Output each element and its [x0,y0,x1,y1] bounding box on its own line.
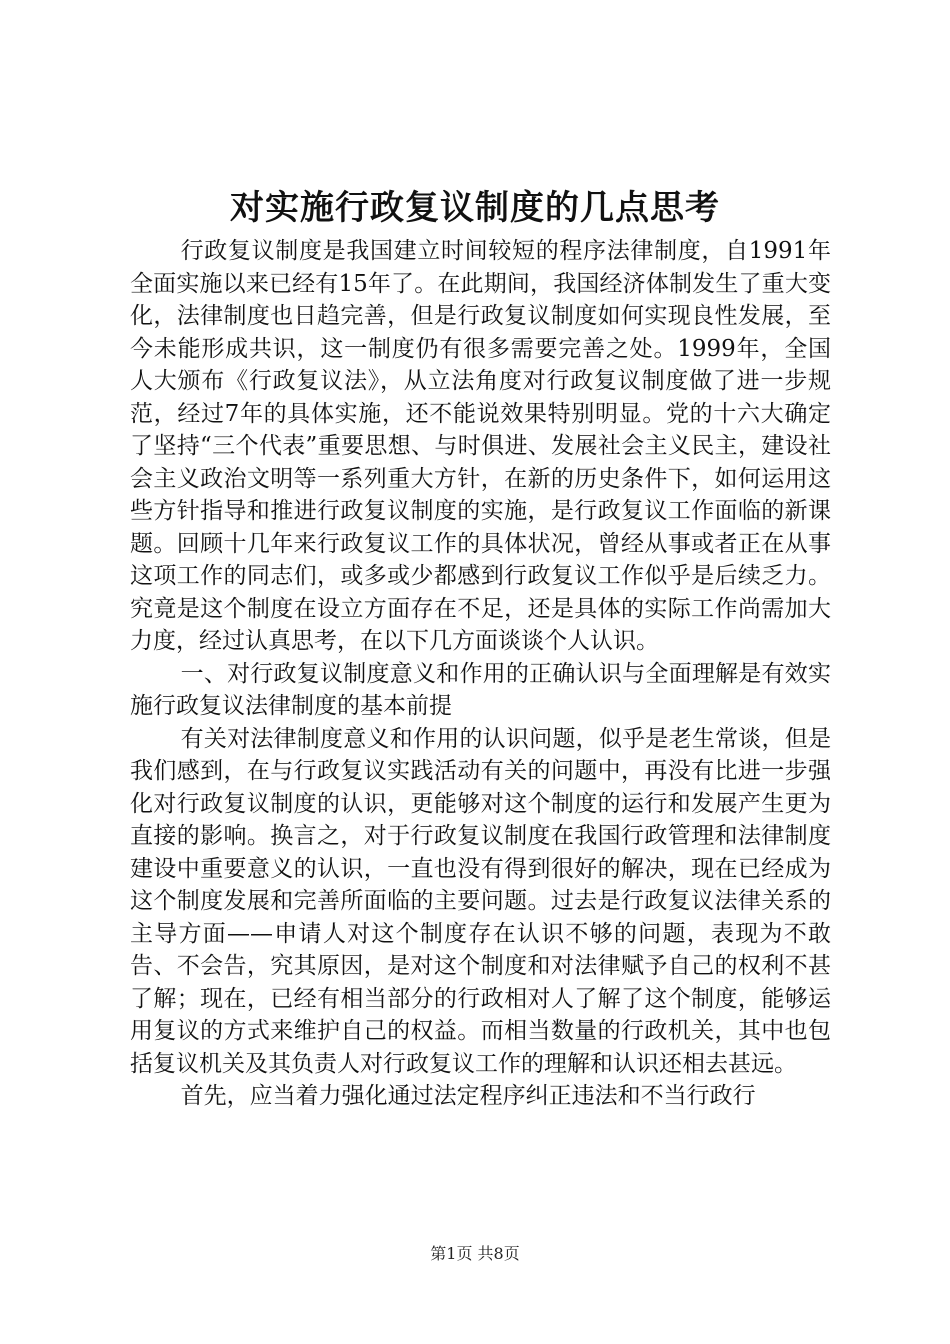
paragraph-section-1: 有关对法律制度意义和作用的认识问题，似乎是老生常谈，但是我们感到，在与行政复议实践活动有关的问题中，再没有比进一步强化对行政复议制度的认识，更能够对这个制度的运行和发展产生更为直接的影响。换言之，对于行政复议制度在我国行政管理和法律制度建设中重要意义的认识，一直也没有得到很好的解决，现在已经成为这个制度发展和完善所面临的主要问题。过去是行政复议法律关系的主导方面——申请人对这个制度存在认识不够的问题，表现为不敢告、不会告，究其原因，是对这个制度和对法律赋予自己的权利不甚了解；现在，已经有相当部分的行政相对人了解了这个制度，能够运用复议的方式来维护自己的权益。而相当数量的行政机关，其中也包括复议机关及其负责人对行政复议工作的理解和认识还相去甚远。 [130,725,831,1077]
section-heading-1: 一、对行政复议制度意义和作用的正确认识与全面理解是有效实施行政复议法律制度的基本前提 [130,660,831,719]
paragraph-intro: 行政复议制度是我国建立时间较短的程序法律制度，自1991年全面实施以来已经有15年了。在此期间，我国经济体制发生了重大变化，法律制度也日趋完善，但是行政复议制度如何实现良性发展，至今未能形成共识，这一制度仍有很多需要完善之处。1999年，全国人大颁布《行政复议法》，从立法角度对行政复议制度做了进一步规范，经过7年的具体实施，还不能说效果特别明显。党的十六大确定了坚持“三个代表”重要思想、与时俱进、发展社会主义民主，建设社会主义政治文明等一系列重大方针，在新的历史条件下，如何运用这些方针指导和推进行政复议制度的实施，是行政复议工作面临的新课题。回顾十几年来行政复议工作的具体状况，曾经从事或者正在从事这项工作的同志们，或多或少都感到行政复议工作似乎是后续乏力。究竟是这个制度在设立方面存在不足，还是具体的实际工作尚需加大力度，经过认真思考，在以下几方面谈谈个人认识。 [130,238,831,654]
document-title: 对实施行政复议制度的几点思考 [230,188,720,228]
page-footer: 第1页 共8页 [430,1244,520,1263]
paragraph-first-point: 首先，应当着力强化通过法定程序纠正违法和不当行政行 [180,1083,756,1109]
document-body [130,235,831,1113]
